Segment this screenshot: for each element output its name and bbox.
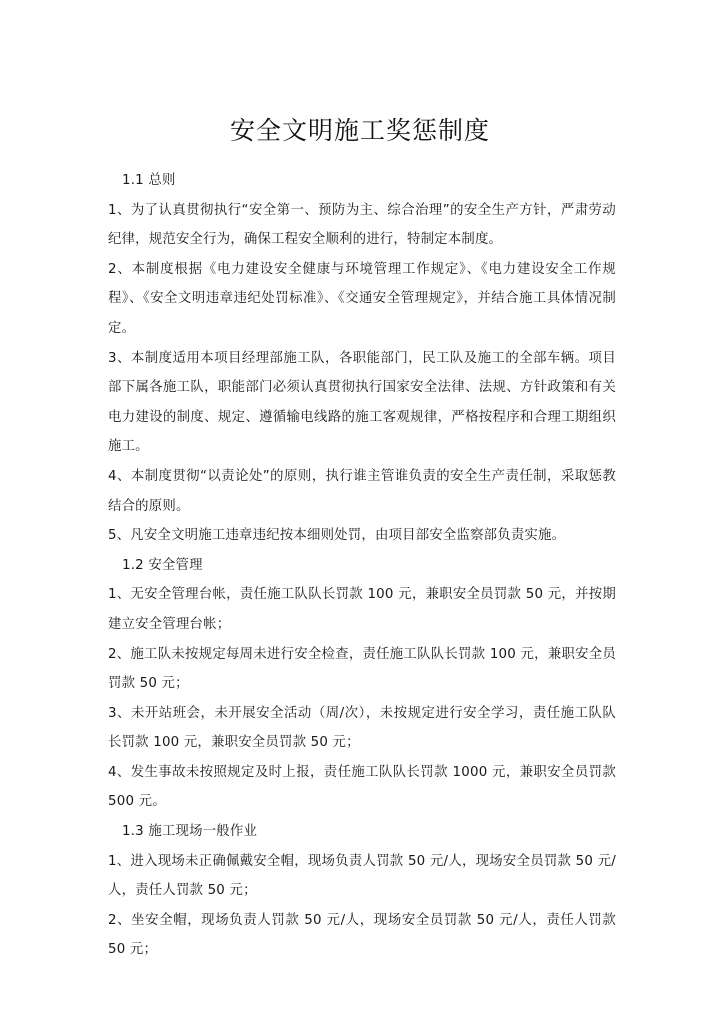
section-heading: 1.1 总则 <box>122 173 176 188</box>
paragraph: 2、本制度根据《电力建设安全健康与环境管理工作规定》、《电力建设安全工作规程》、《安全文明违章违纪处罚标准》、《交通安全管理规定》，并结合施工具体情况制定。 <box>108 261 616 336</box>
document-title: 安全文明施工奖惩制度 <box>229 116 490 145</box>
section-safety-management <box>108 551 616 817</box>
paragraph: 2、坐安全帽，现场负责人罚款 50 元/人，现场安全员罚款 50 元/人，责任人罚款 50 元； <box>108 912 616 958</box>
paragraph: 1、进入现场未正确佩戴安全帽，现场负责人罚款 50 元/人，现场安全员罚款 50 元/人，责任人罚款 50 元； <box>108 853 616 899</box>
section-general <box>108 166 616 551</box>
section-site-general-work <box>108 817 616 965</box>
paragraph: 4、本制度贯彻“以责论处”的原则，执行谁主管谁负责的安全生产责任制，采取惩教结合的原则。 <box>108 468 616 514</box>
paragraph: 3、本制度适用本项目经理部施工队，各职能部门，民工队及施工的全部车辆。项目部下属各施工队，职能部门必须认真贯彻执行国家安全法律、法规、方针政策和有关电力建设的制度、规定、遵循输电线路的施工客观规律，严格按程序和合理工期组织施工。 <box>108 350 616 455</box>
section-heading: 1.2 安全管理 <box>122 557 203 573</box>
paragraph: 4、发生事故未按照规定及时上报，责任施工队队长罚款 1000 元，兼职安全员罚款 500 元。 <box>108 764 616 810</box>
paragraph: 3、未开站班会，未开展安全活动（周/次），未按规定进行安全学习，责任施工队队长罚款 100 元，兼职安全员罚款 50 元； <box>108 705 616 751</box>
paragraph: 1、为了认真贯彻执行“安全第一、预防为主、综合治理”的安全生产方针，严肃劳动纪律，规范安全行为，确保工程安全顺利的进行，特制定本制度。 <box>108 202 616 248</box>
document-body <box>108 166 616 965</box>
paragraph: 5、凡安全文明施工违章违纪按本细则处罚，由项目部安全监察部负责实施。 <box>108 528 566 544</box>
paragraph: 2、施工队未按规定每周未进行安全检查，责任施工队队长罚款 100 元，兼职安全员罚款 50 元； <box>108 646 616 692</box>
paragraph: 1、无安全管理台帐，责任施工队队长罚款 100 元，兼职安全员罚款 50 元，并按期建立安全管理台帐； <box>108 587 616 632</box>
section-heading: 1.3 施工现场一般作业 <box>122 824 258 840</box>
